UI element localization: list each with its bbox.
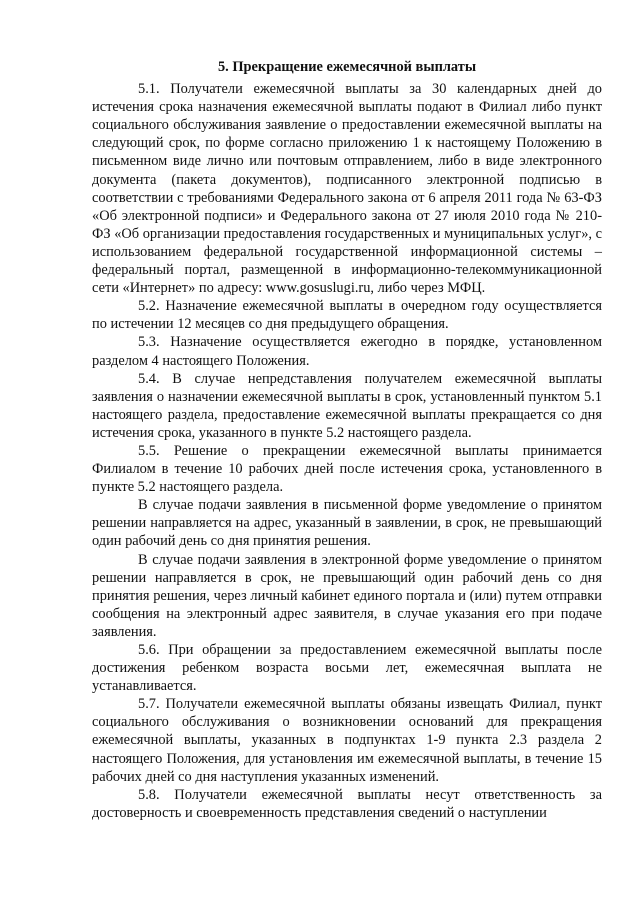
paragraph-5-5-written: В случае подачи заявления в письменной форме уведомление о принятом решении направляется на адрес, указанный в заявлении, в срок, не превышающий один рабочий день со дня принятия решения. — [92, 497, 602, 550]
paragraph-5-7: 5.7. Получатели ежемесячной выплаты обязаны извещать Филиал, пункт социального обслуживания о возникновении оснований для прекращения ежемесячной выплаты, указанных в подпунктах 1-9 пункта 2.3 раздела 2 настоящего Положения, для установления им ежемесячной выплаты, в течение 15 рабочих дней со дня наступления указанных изменений. — [92, 696, 602, 785]
paragraph-5-6: 5.6. При обращении за предоставлением ежемесячной выплаты после достижения ребенком возраста восьми лет, ежемесячная выплата не устанавливается. — [92, 642, 602, 695]
section-title: 5. Прекращение ежемесячной выплаты — [217, 59, 477, 75]
paragraph-5-4: 5.4. В случае непредставления получателем ежемесячной выплаты заявления о назначении ежемесячной выплаты в срок, установленный пунктом 5.1 настоящего раздела, предоставление ежемесячной выплаты прекращается со дня истечения срока, указанного в пункте 5.2 настоящего раздела. — [92, 370, 602, 441]
paragraph-5-5-electronic: В случае подачи заявления в электронной форме уведомление о принятом решении направляется в срок, не превышающий один рабочий день со дня принятия решения, через личный кабинет единого портала и (или) путем отправки сообщения на электронный адрес заявителя, в случае указания его при подаче заявления. — [92, 551, 602, 640]
paragraph-5-3: 5.3. Назначение осуществляется ежегодно в порядке, установленном разделом 4 настоящего Положения. — [92, 334, 602, 369]
paragraph-5-5: 5.5. Решение о прекращении ежемесячной выплаты принимается Филиалом в течение 10 рабочих дней после истечения срока, установленного в пункте 5.2 настоящего раздела. — [92, 442, 602, 496]
paragraph-5-2: 5.2. Назначение ежемесячной выплаты в очередном году осуществляется по истечении 12 месяцев со дня предыдущего обращения. — [92, 298, 602, 333]
document-page — [92, 58, 602, 822]
paragraph-5-8: 5.8. Получатели ежемесячной выплаты несут ответственность за достоверность и своевременность представления сведений о наступлении — [92, 786, 602, 821]
paragraph-5-1: 5.1. Получатели ежемесячной выплаты за 30 календарных дней до истечения срока назначения ежемесячной выплаты подают в Филиал либо пункт социального обслуживания заявление о предоставлении ежемесячной выплаты на следующий срок, по форме согласно приложению 1 к настоящему Положению в письменном виде лично или почтовым отправлением, либо в виде электронного документа (пакета документов), подписанного электронной подписью в соответствии с требованиями Федерального закона от 6 апреля 2011 года № 63-ФЗ «Об электронной подписи» и Федерального закона от 27 июля 2010 года № 210-ФЗ «Об организации предоставления государственных и муниципальных услуг», с использованием федеральной государственной информационной системы – федеральный портал, размещенной в информационно-телекоммуникационной сети «Интернет» по адресу: www.gosuslugi.ru, либо через МФЦ. — [92, 81, 602, 297]
